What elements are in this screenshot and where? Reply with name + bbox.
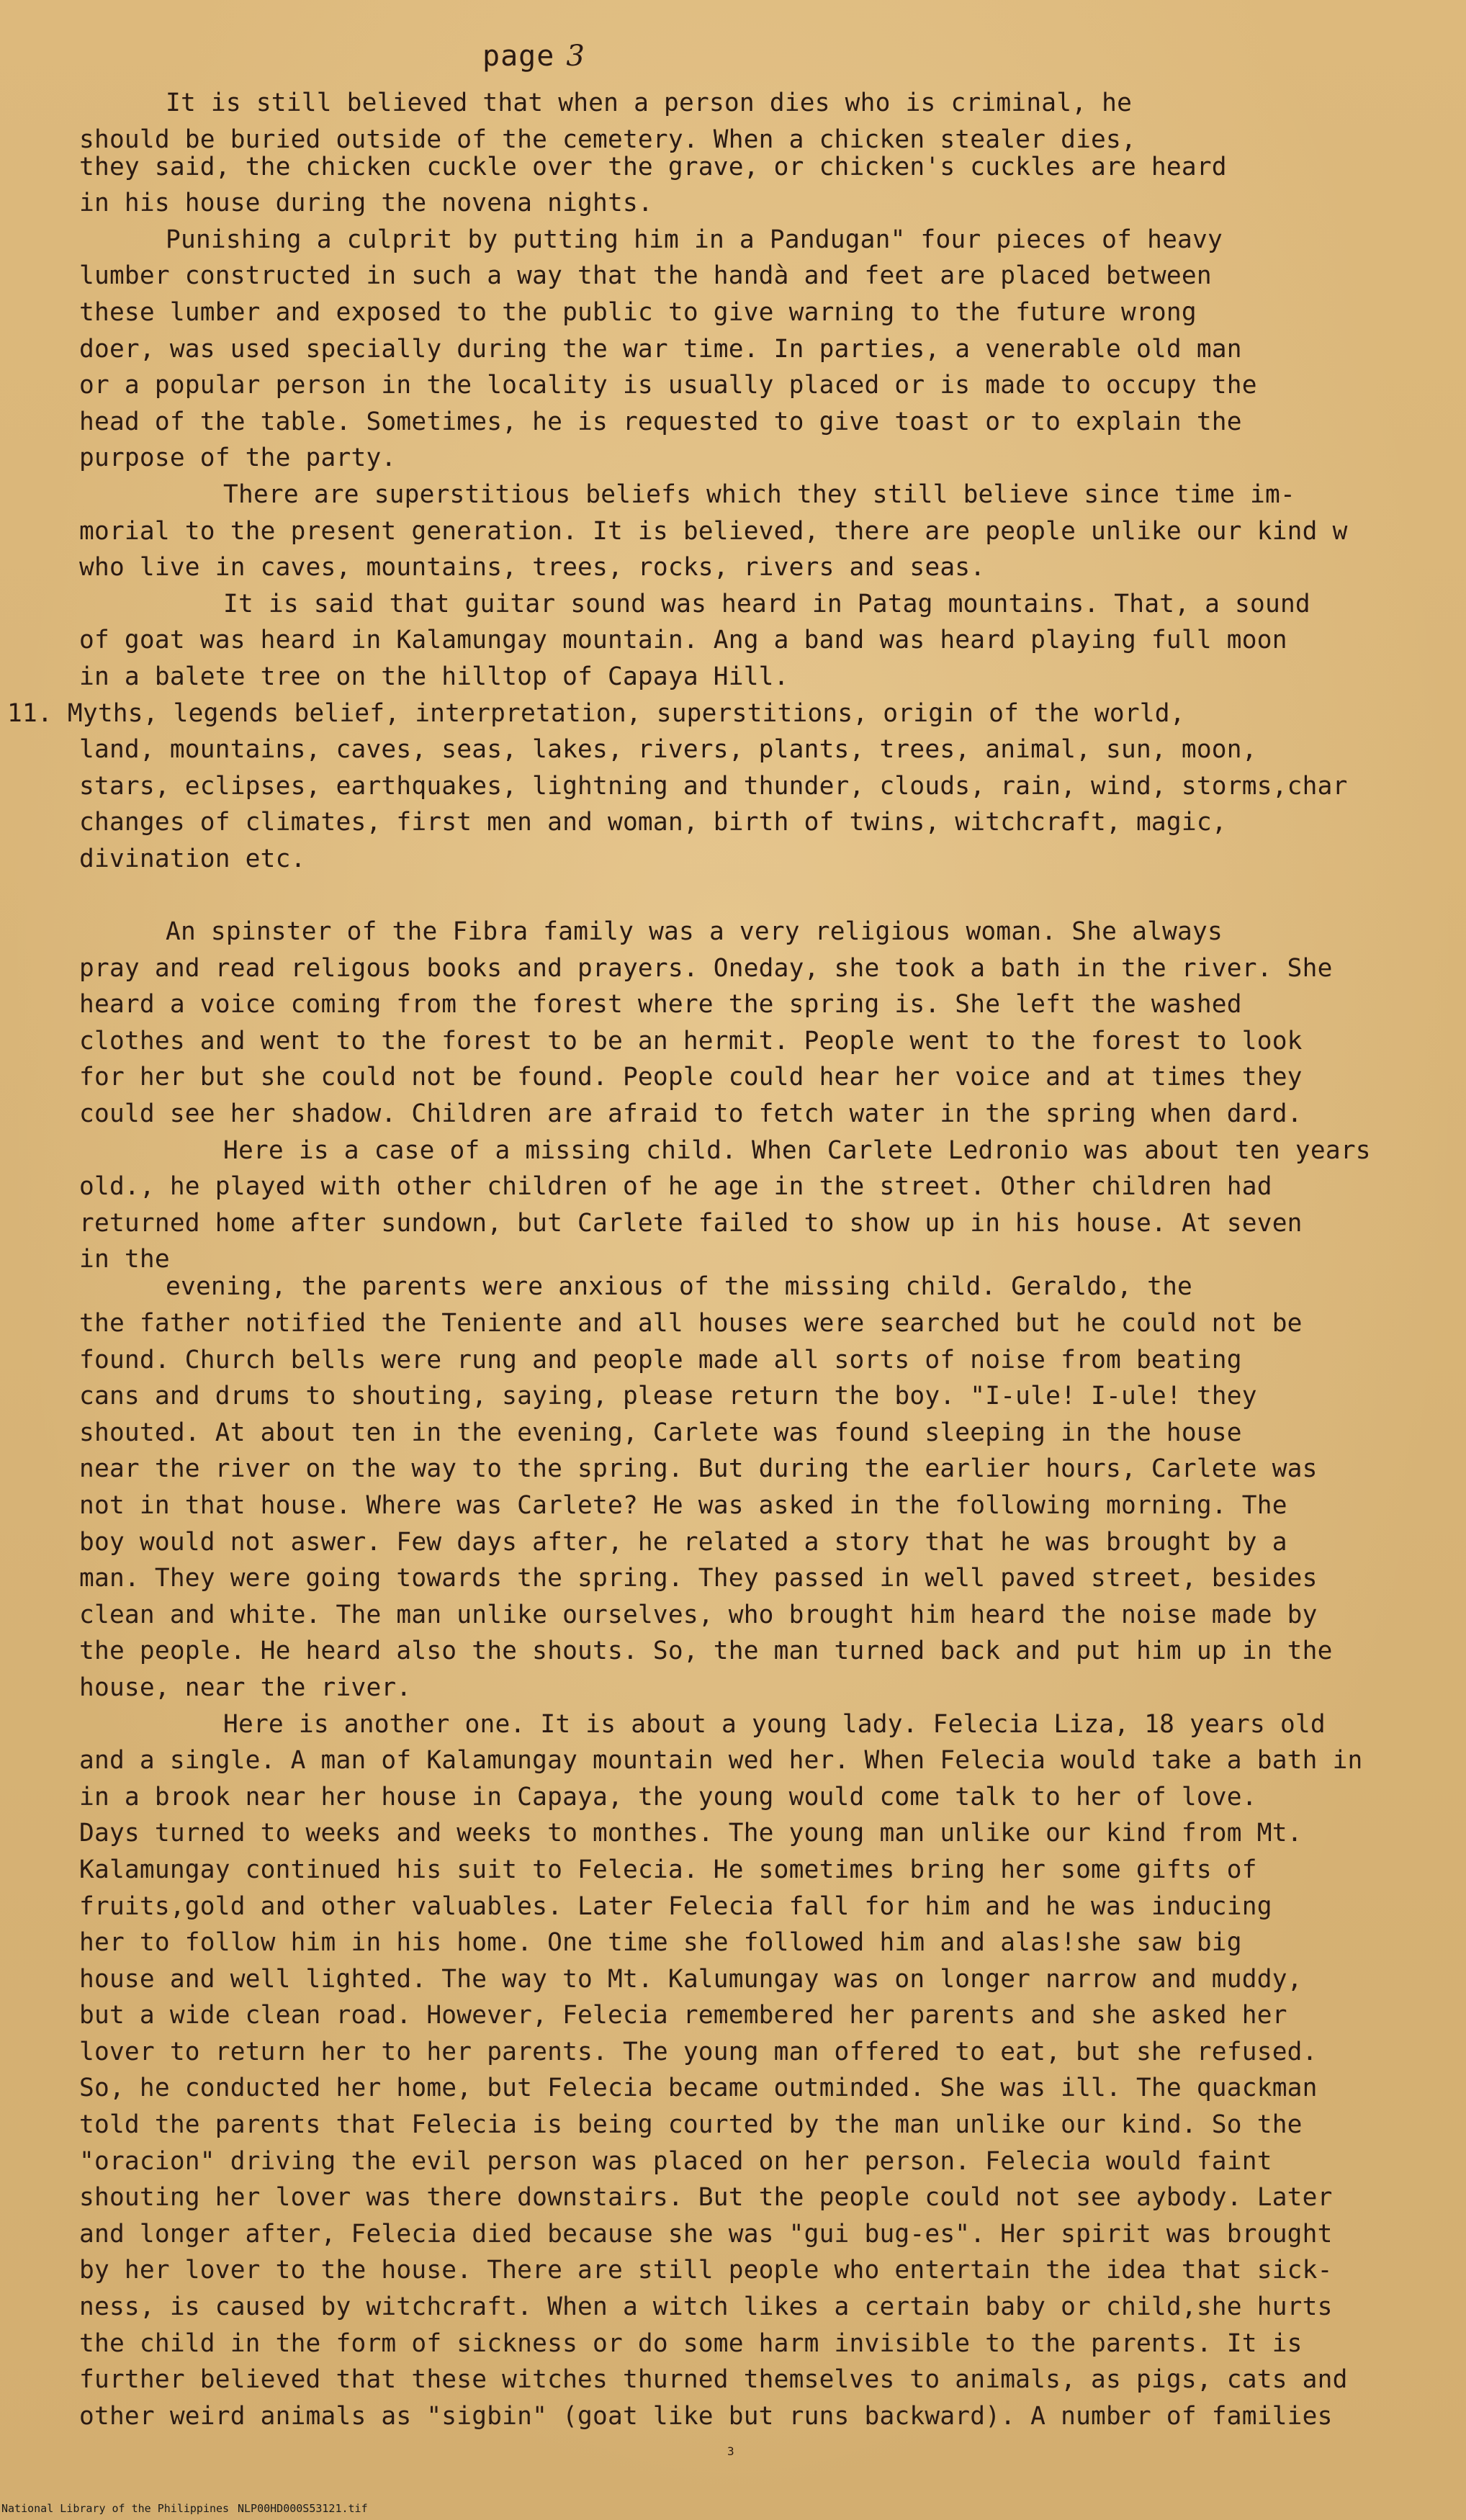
text-line: they said, the chicken cuckle over the grave, or chicken's cuckles are heard bbox=[79, 152, 1227, 181]
text-line: evening, the parents were anxious of the missing child. Geraldo, the bbox=[166, 1272, 1193, 1302]
text-line: man. They were going towards the spring. They passed in well paved street, besides bbox=[79, 1564, 1318, 1593]
text-line: 11. Myths, legends belief, interpretation, superstitions, origin of the world, bbox=[7, 698, 1185, 728]
text-line: old., he played with other children of he age in the street. Other children had bbox=[79, 1172, 1272, 1202]
text-line: It is still believed that when a person dies who is criminal, he bbox=[166, 89, 1133, 117]
text-line: fruits,gold and other valuables. Later Felecia fall for him and he was inducing bbox=[79, 1891, 1272, 1921]
text-line: clean and white. The man unlike ourselves, who brought him heard the noise made by bbox=[79, 1600, 1318, 1629]
text-line: cans and drums to shouting, saying, please return the boy. "I-ule! I-ule! they bbox=[79, 1382, 1257, 1411]
text-line: shouted. At about ten in the evening, Carlete was found sleeping in the house bbox=[79, 1418, 1242, 1447]
page-label: page bbox=[482, 40, 555, 73]
text-line: stars, eclipses, earthquakes, lightning and thunder, clouds, rain, wind, storms,char bbox=[79, 771, 1348, 801]
text-line: and longer after, Felecia died because she was "gui bug-es". Her spirit was brought bbox=[79, 2219, 1333, 2249]
text-line: purpose of the party. bbox=[79, 444, 397, 473]
text-line: house and well lighted. The way to Mt. Kalumungay was on longer narrow and muddy, bbox=[79, 1964, 1303, 1994]
text-line: should be buried outside of the cemetery. When a chicken stealer dies, bbox=[79, 125, 1136, 154]
text-line: Days turned to weeks and weeks to monthes. The young man unlike our kind from Mt. bbox=[79, 1819, 1303, 1848]
text-line: Here is another one. It is about a young lady. Felecia Liza, 18 years old bbox=[223, 1709, 1326, 1739]
text-line: other weird animals as "sigbin" (goat like but runs backward). A number of families bbox=[79, 2401, 1333, 2431]
text-line: the people. He heard also the shouts. So, the man turned back and put him up in the bbox=[79, 1637, 1333, 1666]
text-line: who live in caves, mountains, trees, rocks, rivers and seas. bbox=[79, 553, 986, 582]
text-line: boy would not aswer. Few days after, he related a story that he was brought by a bbox=[79, 1527, 1287, 1557]
page-header bbox=[482, 40, 585, 73]
text-line: ness, is caused by witchcraft. When a witch likes a certain baby or child,she hurts bbox=[79, 2292, 1333, 2322]
text-line: head of the table. Sometimes, he is requested to give toast or to explain the bbox=[79, 407, 1242, 436]
scan-filename: NLP00HD000S53121.tif bbox=[238, 2502, 368, 2515]
text-line: land, mountains, caves, seas, lakes, rivers, plants, trees, animal, sun, moon, bbox=[79, 735, 1257, 765]
text-line: or a popular person in the locality is usually placed or is made to occupy the bbox=[79, 371, 1257, 400]
text-line: returned home after sundown, but Carlete failed to show up in his house. At seven bbox=[79, 1208, 1303, 1238]
text-line: lumber constructed in such a way that the handà and feet are placed between bbox=[79, 261, 1212, 291]
text-line: further believed that these witches thurned themselves to animals, as pigs, cats and bbox=[79, 2365, 1348, 2395]
text-line: clothes and went to the forest to be an hermit. People went to the forest to look bbox=[79, 1026, 1303, 1056]
text-line: told the parents that Felecia is being courted by the man unlike our kind. So the bbox=[79, 2110, 1303, 2140]
text-line: by her lover to the house. There are still people who entertain the idea that sick- bbox=[79, 2256, 1333, 2285]
text-line: the father notified the Teniente and all houses were searched but he could not be bbox=[79, 1309, 1303, 1338]
text-line: pray and read religous books and prayers. Oneday, she took a bath in the river. She bbox=[79, 953, 1333, 983]
text-line: It is said that guitar sound was heard in Patag mountains. That, a sound bbox=[223, 589, 1310, 618]
text-line: Here is a case of a missing child. When Carlete Ledronio was about ten years bbox=[223, 1135, 1371, 1165]
text-line: There are superstitious beliefs which they still believe since time im- bbox=[223, 480, 1295, 509]
text-line: for her but she could not be found. People could hear her voice and at times they bbox=[79, 1063, 1303, 1092]
text-line: in a balete tree on the hilltop of Capaya Hill. bbox=[79, 662, 789, 691]
text-line: the child in the form of sickness or do some harm invisible to the parents. It is bbox=[79, 2328, 1303, 2358]
text-line: in his house during the novena nights. bbox=[79, 189, 653, 218]
text-line: her to follow him in his home. One time she followed him and alas!she saw big bbox=[79, 1928, 1242, 1958]
bottom-page-mark: 3 bbox=[727, 2444, 734, 2458]
text-line: lover to return her to her parents. The young man offered to eat, but she refused. bbox=[79, 2037, 1318, 2066]
text-line: An spinster of the Fibra family was a very religious woman. She always bbox=[166, 917, 1223, 947]
text-line: of goat was heard in Kalamungay mountain. Ang a band was heard playing full moon bbox=[79, 626, 1287, 655]
text-line: in the bbox=[79, 1245, 170, 1274]
page-number: 3 bbox=[566, 40, 585, 73]
library-credit: National Library of the Philippines bbox=[1, 2502, 230, 2515]
text-line: changes of climates, first men and woman, birth of twins, witchcraft, magic, bbox=[79, 808, 1227, 837]
text-line: So, he conducted her home, but Felecia became outminded. She was ill. The quackman bbox=[79, 2074, 1318, 2103]
text-line: in a brook near her house in Capaya, the young would come talk to her of love. bbox=[79, 1782, 1257, 1812]
text-line: doer, was used specially during the war time. In parties, a venerable old man bbox=[79, 334, 1242, 364]
blank-line bbox=[79, 877, 1447, 914]
text-line: Kalamungay continued his suit to Felecia. He sometimes bring her some gifts of bbox=[79, 1855, 1257, 1884]
text-line: could see her shadow. Children are afraid to fetch water in the spring when dard. bbox=[79, 1099, 1303, 1129]
text-line: shouting her lover was there downstairs. But the people could not see aybody. Later bbox=[79, 2183, 1333, 2213]
text-line: house, near the river. bbox=[79, 1673, 412, 1702]
text-line: these lumber and exposed to the public to give warning to the future wrong bbox=[79, 297, 1197, 327]
text-line: near the river on the way to the spring. But during the earlier hours, Carlete was bbox=[79, 1454, 1318, 1484]
scan-footer bbox=[0, 2497, 1466, 2520]
text-line: Punishing a culprit by putting him in a Pandugan" four pieces of heavy bbox=[166, 225, 1223, 254]
text-line: but a wide clean road. However, Felecia remembered her parents and she asked her bbox=[79, 2001, 1287, 2030]
text-line: "oracion" driving the evil person was placed on her person. Felecia would faint bbox=[79, 2146, 1272, 2176]
text-line: and a single. A man of Kalamungay mountain wed her. When Felecia would take a bath in bbox=[79, 1746, 1363, 1776]
text-line: not in that house. Where was Carlete? He was asked in the following morning. The bbox=[79, 1490, 1287, 1520]
text-line: divination etc. bbox=[79, 844, 306, 873]
text-line: found. Church bells were rung and people made all sorts of noise from beating bbox=[79, 1345, 1242, 1374]
typed-text-body bbox=[7, 85, 1447, 2434]
text-line: heard a voice coming from the forest where the spring is. She left the washed bbox=[79, 990, 1242, 1020]
text-line: morial to the present generation. It is believed, there are people unlike our kind w bbox=[79, 516, 1348, 546]
